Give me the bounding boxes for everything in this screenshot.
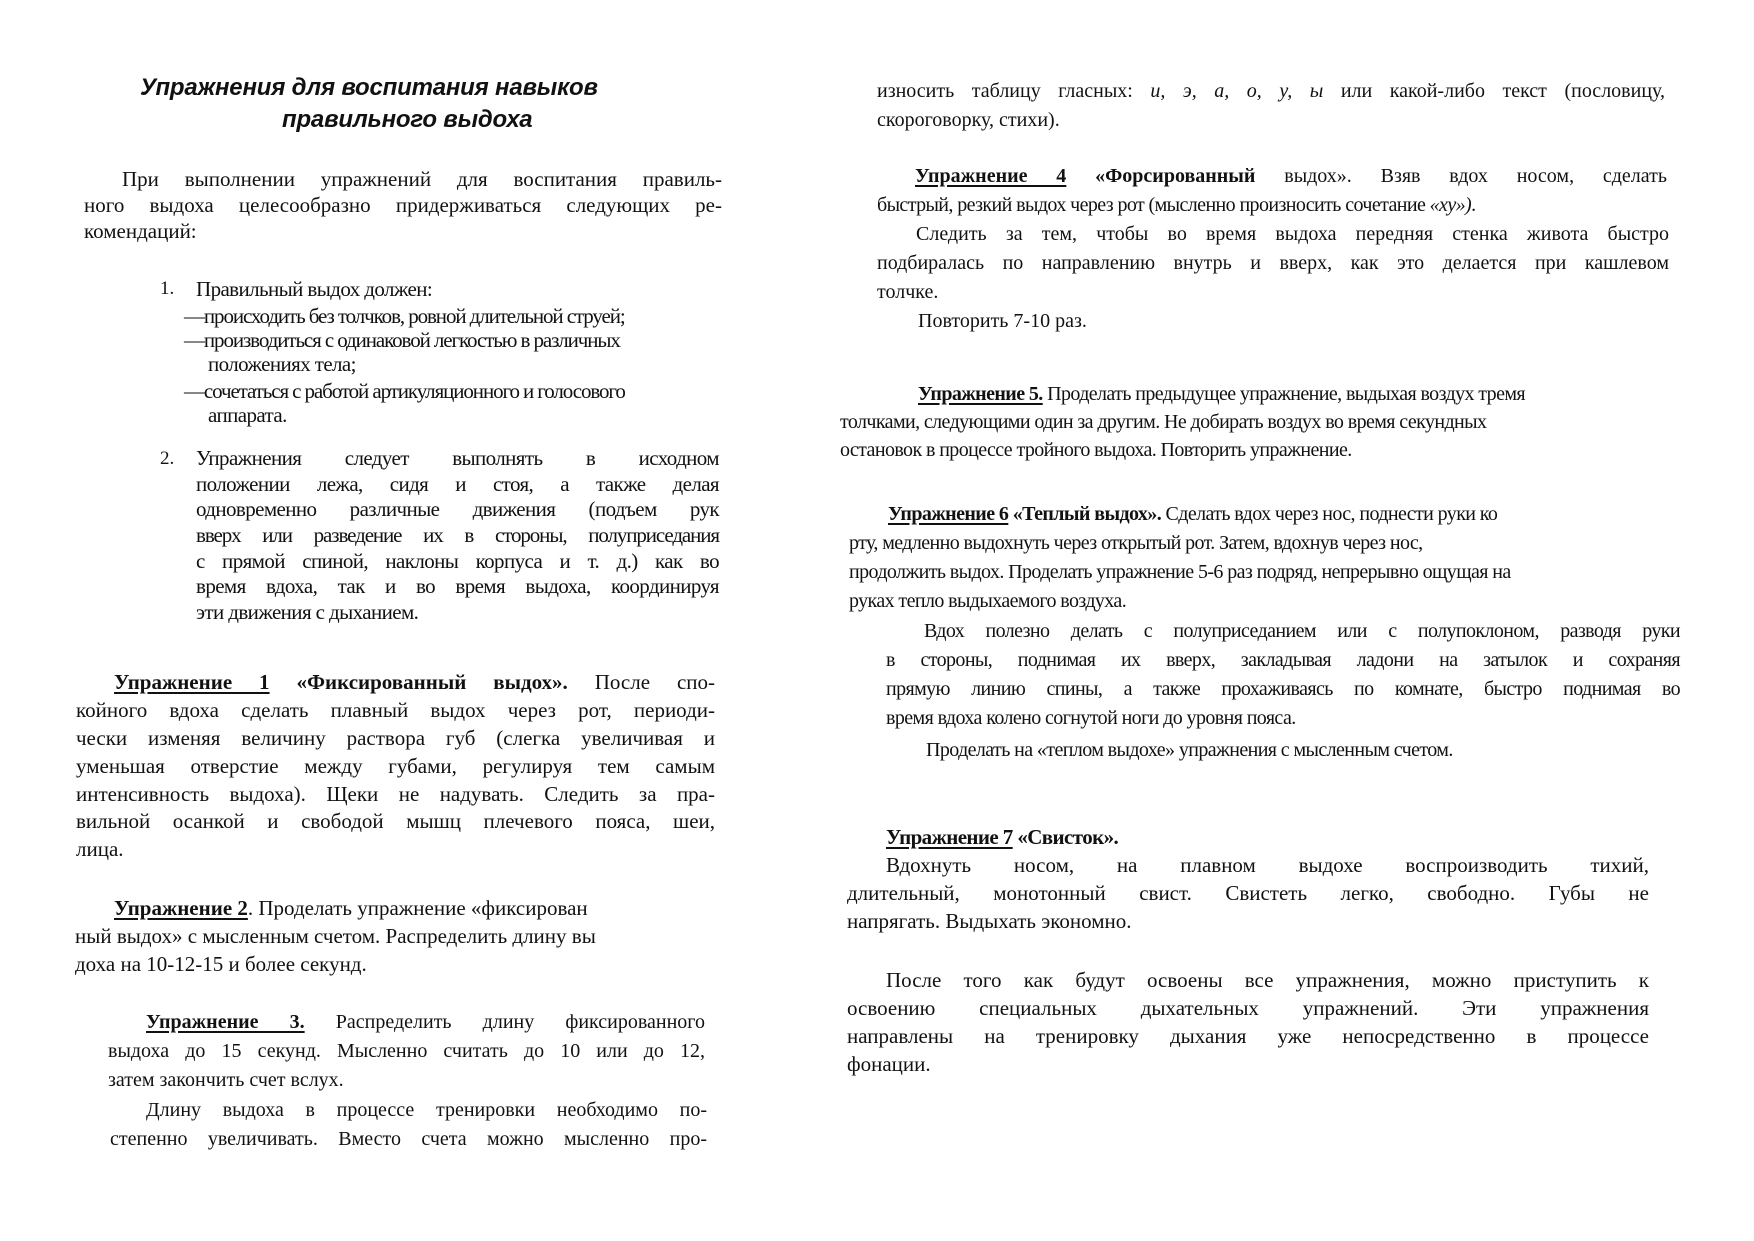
exercise-3-line: выдоха до 15 секунд. Мысленно считать до 10 или до 12, xyxy=(108,1040,705,1062)
exercise-1-text: После спо- xyxy=(594,670,716,694)
exercise-1-line: интенсивность выдоха). Щеки не надувать. Следить за пра- xyxy=(76,782,715,806)
exercise-6-first-line xyxy=(888,500,1497,528)
exercise-1-line: чески изменяя величину раствора губ (слегка увеличивая и xyxy=(76,726,715,750)
list-subitem: —сочетаться с работой артикуляционного и голосового xyxy=(184,379,625,403)
exercise-6-text: Сделать вдох через нос, поднести руки ко xyxy=(1165,503,1498,525)
continuation-text: или какой-либо текст (пословицу, xyxy=(1340,80,1666,102)
list-item-line: Упражнения следует выполнять в исходном xyxy=(196,446,719,470)
exercise-6-para2-line: время вдоха колено согнутой ноги до уровня пояса. xyxy=(886,707,1296,729)
exercise-1-first-line xyxy=(114,668,715,696)
exercise-6-line: руках тепло выдыхаемого воздуха. xyxy=(849,590,1127,612)
exercise-7-first-line xyxy=(886,823,1118,851)
conclusion-line: фонации. xyxy=(847,1052,931,1076)
list-subitem-cont: аппарата. xyxy=(208,403,287,427)
exercise-1-name: «Фиксированный выдох». xyxy=(296,670,568,694)
list-item-line: положении лежа, сидя и стоя, а также делая xyxy=(196,472,719,496)
exercise-6-line: рту, медленно выдохнуть через открытый рот. Затем, вдохнув через нос, xyxy=(849,532,1423,554)
list-number: 1. xyxy=(160,278,175,299)
exercise-7-heading: Упражнение 7 xyxy=(886,825,1013,849)
exercise-7-line: Вдохнуть носом, на плавном выдохе воспроизводить тихий, xyxy=(886,853,1649,877)
exercise-5-heading: Упражнение 5. xyxy=(918,383,1043,405)
exercise-3-first-line xyxy=(146,1008,705,1036)
exercise-4-para2-line: толчке. xyxy=(877,281,939,303)
exercise-6-name: «Теплый выдох». xyxy=(1012,503,1162,525)
continuation-line-2: скороговорку, стихи). xyxy=(877,109,1060,131)
exercise-2-line: ный выдох» с мысленным счетом. Распределить длину вы xyxy=(75,924,596,948)
list-item-line: эти движения с дыханием. xyxy=(196,600,419,624)
exercise-2-text: . Проделать упражнение «фиксирован xyxy=(247,896,588,920)
exercise-7-line: длительный, монотонный свист. Свистеть легко, свободно. Губы не xyxy=(847,881,1649,905)
exercise-7-line: напрягать. Выдыхать экономно. xyxy=(847,909,1132,933)
exercise-1-line: лица. xyxy=(76,837,124,861)
exercise-1-line: уменьшая отверстие между губами, регулируя тем самым xyxy=(76,754,715,778)
intro-line: ного выдоха целесообразно придерживаться следующих ре- xyxy=(84,193,722,217)
exercise-6-para2-line: прямую линию спины, а также прохаживаясь по комнате, быстро поднимая во xyxy=(886,678,1680,700)
exercise-5-line: остановок в процессе тройного выдоха. Повторить упражнение. xyxy=(840,439,1352,461)
exercise-4-heading: Упражнение 4 xyxy=(915,165,1067,187)
intro-line: комендаций: xyxy=(84,219,197,243)
conclusion-line: освоению специальных дыхательных упражнений. Эти упражнения xyxy=(847,996,1649,1020)
exercise-4-text: выдох». Взяв вдох носом, сделать xyxy=(1284,165,1668,187)
exercise-3-line: затем закончить счет вслух. xyxy=(108,1069,344,1091)
list-subitem: —происходить без толчков, ровной длительной струей; xyxy=(184,304,625,328)
exercise-4-syllable: «ху») xyxy=(1429,194,1472,216)
exercise-2-first-line xyxy=(114,894,588,922)
continuation-line-1 xyxy=(877,77,1665,105)
page-title-line-2: правильного выдоха xyxy=(282,106,533,133)
exercise-4-para2-line: подбиралась по направлению внутрь и вверх, как это делается при кашлевом xyxy=(877,252,1669,274)
exercise-6-line: продолжить выдох. Проделать упражнение 5-6 раз подряд, непрерывно ощущая на xyxy=(849,561,1511,583)
exercise-4-repeat: Повторить 7-10 раз. xyxy=(918,310,1087,332)
conclusion-line: направлены на тренировку дыхания уже непосредственно в процессе xyxy=(847,1024,1649,1048)
page-title-line-1: Упражнения для воспитания навыков xyxy=(140,74,598,101)
exercise-1-line: вильной осанкой и свободой мышц плечевого пояса, шеи, xyxy=(76,809,715,833)
list-number: 2. xyxy=(160,448,175,469)
vowels-list: и, э, а, о, у, ы xyxy=(1150,80,1324,102)
exercise-6-para3: Проделать на «теплом выдохе» упражнения с мысленным счетом. xyxy=(926,739,1453,761)
exercise-4-first-line xyxy=(915,162,1667,190)
exercise-1-heading: Упражнение 1 xyxy=(114,670,270,694)
exercise-6-para2-line: Вдох полезно делать с полуприседанием или с полупоклоном, разводя руки xyxy=(924,620,1680,642)
exercise-4-text: . xyxy=(1471,194,1476,216)
exercise-5-first-line xyxy=(918,380,1525,408)
intro-line: При выполнении упражнений для воспитания правиль- xyxy=(122,167,722,191)
exercise-3-para2-line: степенно увеличивать. Вместо счета можно мысленно про- xyxy=(110,1128,707,1150)
exercise-3-para2-line: Длину выдоха в процессе тренировки необходимо по- xyxy=(146,1099,707,1121)
list-item-line: время вдоха, так и во время выдоха, координируя xyxy=(196,574,719,598)
list-subitem-cont: положениях тела; xyxy=(208,352,356,376)
exercise-4-para2-line: Следить за тем, чтобы во время выдоха передняя стенка живота быстро xyxy=(916,223,1669,245)
exercise-6-heading: Упражнение 6 xyxy=(888,503,1009,525)
list-item-text: Правильный выдох должен: xyxy=(196,277,433,301)
exercise-5-line: толчками, следующими один за другим. Не добирать воздух во время секундных xyxy=(840,411,1487,433)
list-item-line: с прямой спиной, наклоны корпуса и т. д.) как во xyxy=(196,549,719,573)
exercise-7-name: «Свисток». xyxy=(1017,825,1119,849)
conclusion-line: После того как будут освоены все упражнения, можно приступить к xyxy=(886,968,1649,992)
exercise-3-text: Распределить длину фиксированного xyxy=(335,1011,705,1033)
exercise-4-line-2 xyxy=(877,191,1475,219)
continuation-text: износить таблицу гласных: xyxy=(877,80,1133,102)
exercise-5-text: Проделать предыдущее упражнение, выдыхая воздух тремя xyxy=(1047,383,1526,405)
list-subitem: —производиться с одинаковой легкостью в различных xyxy=(184,328,620,352)
list-item-line: одновременно различные движения (подъем рук xyxy=(196,497,719,521)
exercise-2-heading: Упражнение 2 xyxy=(114,896,248,920)
exercise-6-para2-line: в стороны, поднимая их вверх, закладывая ладони на затылок и сохраняя xyxy=(886,649,1680,671)
exercise-1-line: койного вдоха сделать плавный выдох через рот, периоди- xyxy=(76,698,715,722)
exercise-3-heading: Упражнение 3. xyxy=(146,1011,305,1033)
list-item-line: вверх или разведение их в стороны, полуприседания xyxy=(196,523,719,547)
exercise-4-text: быстрый, резкий выдох через рот (мысленно произносить сочетание xyxy=(877,194,1426,216)
exercise-4-name: «Форсированный xyxy=(1095,165,1256,187)
exercise-2-line: доха на 10-12-15 и более секунд. xyxy=(75,952,367,976)
